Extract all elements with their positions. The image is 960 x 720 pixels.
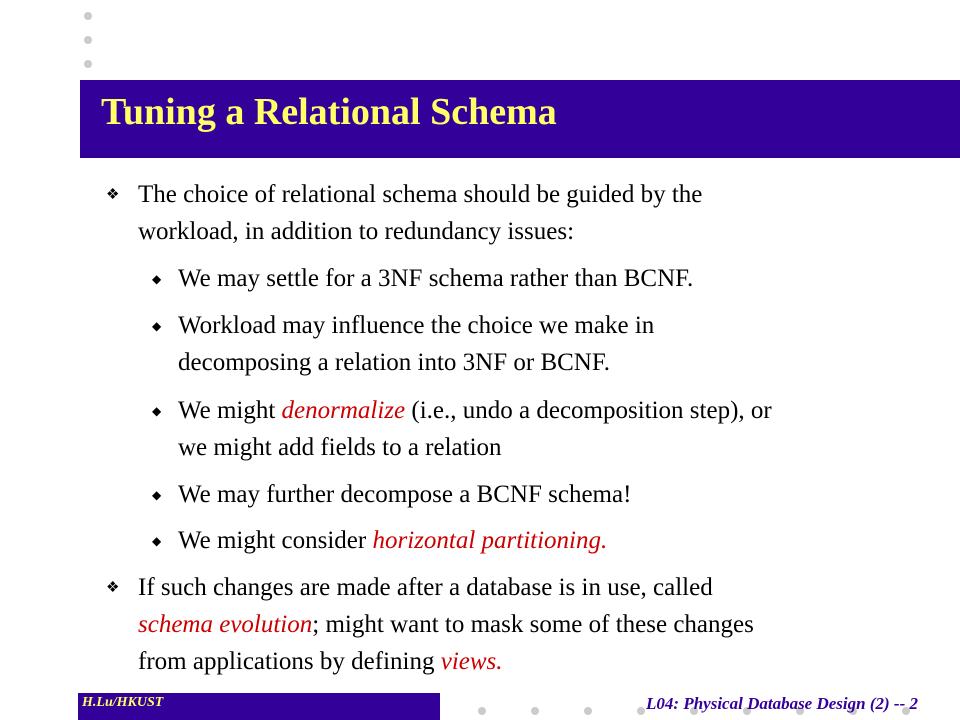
subbullet-line: We may settle for a 3NF schema rather than BCNF. <box>178 265 694 292</box>
emphasis-term: schema evolution <box>138 611 313 638</box>
emphasis-term: horizontal partitioning. <box>372 527 608 554</box>
text-segment: ; might want to mask some of these changes <box>312 611 754 638</box>
bullet-line <box>138 608 754 642</box>
decorative-dot <box>637 707 645 715</box>
text-segment: We might <box>178 397 282 424</box>
text-segment: (i.e., undo a decomposition step), or <box>405 397 772 424</box>
diamond-subbullet-icon: ◆ <box>152 272 162 286</box>
footer-slide-info: L04: Physical Database Design (2) -- 2 <box>646 694 918 713</box>
bullet-line: If such changes are made after a database is in use, called <box>138 574 713 601</box>
decorative-dot <box>531 707 539 715</box>
text-segment: from applications by defining <box>138 648 441 675</box>
subbullet-line: Workload may influence the choice we make in <box>178 312 655 339</box>
diamond-bullet-icon: ❖ <box>106 580 120 596</box>
diamond-subbullet-icon: ◆ <box>152 319 162 333</box>
decorative-dot <box>478 707 486 715</box>
title-bar <box>80 80 960 158</box>
subbullet-line <box>178 394 772 428</box>
subbullet-line: we might add fields to a relation <box>178 434 502 461</box>
bullet-line: workload, in addition to redundancy issues: <box>138 218 575 245</box>
subbullet-line: We may further decompose a BCNF schema! <box>178 481 632 508</box>
slide-title: Tuning a Relational Schema <box>101 91 557 133</box>
emphasis-term: views. <box>440 648 503 675</box>
decorative-dot <box>84 12 92 20</box>
subbullet-line <box>178 524 607 558</box>
text-segment: We might consider <box>178 527 373 554</box>
footer-author: H.Lu/HKUST <box>82 695 164 710</box>
bullet-line: The choice of relational schema should be guided by the <box>138 181 703 208</box>
decorative-dot <box>84 60 92 68</box>
diamond-subbullet-icon: ◆ <box>152 488 162 502</box>
diamond-subbullet-icon: ◆ <box>152 534 162 548</box>
subbullet-line: decomposing a relation into 3NF or BCNF. <box>178 349 610 376</box>
bullet-line <box>138 645 503 679</box>
emphasis-term: denormalize <box>281 397 406 424</box>
decorative-dot <box>84 36 92 44</box>
footer-author-bar <box>78 693 440 720</box>
diamond-subbullet-icon: ◆ <box>152 404 162 418</box>
decorative-dot <box>584 707 592 715</box>
diamond-bullet-icon: ❖ <box>106 187 120 203</box>
